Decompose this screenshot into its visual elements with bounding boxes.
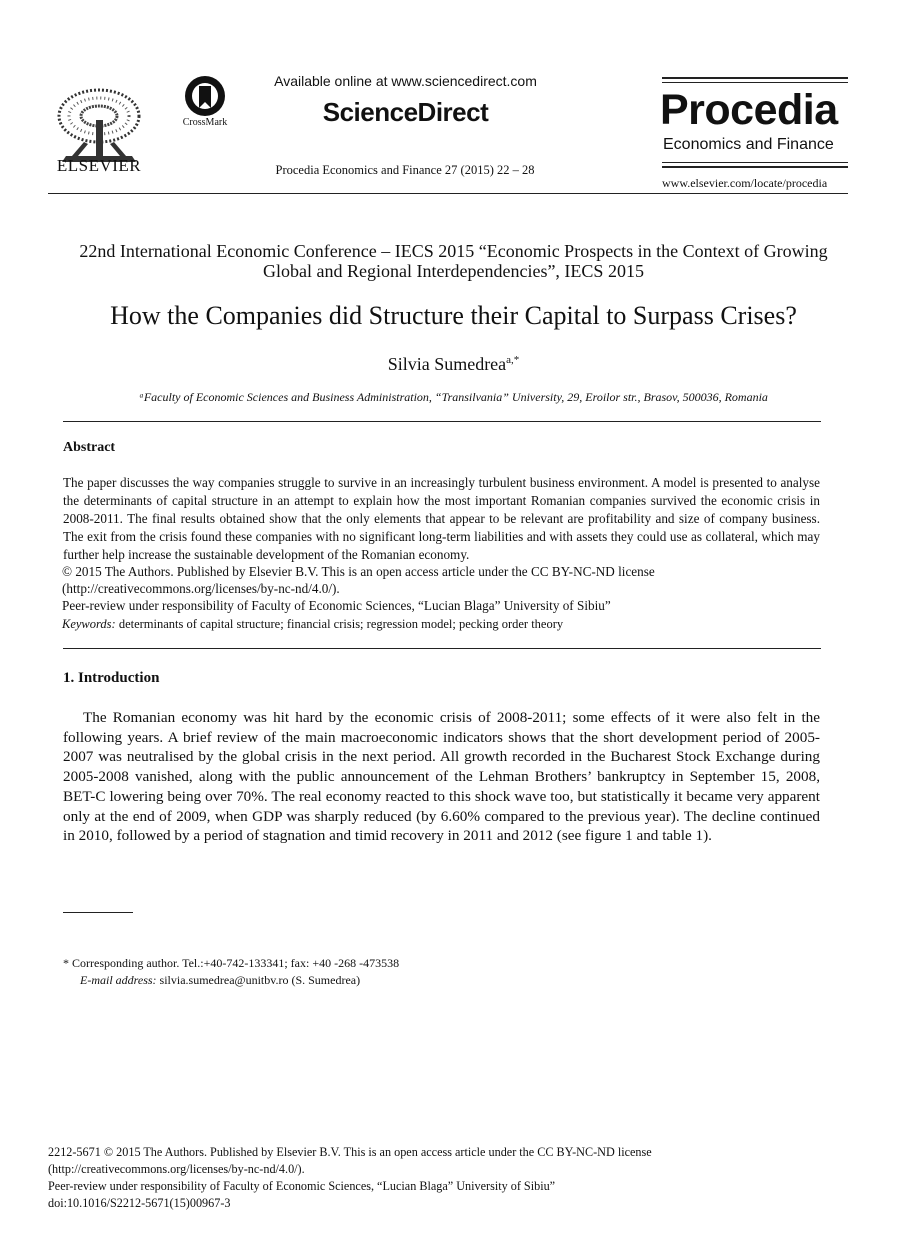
corresponding-author-note: * Corresponding author. Tel.:+40-742-133341; fax: +40 -268 -473538 — [63, 956, 400, 970]
procedia-top-rule-thin — [662, 82, 848, 83]
available-online-text[interactable]: Available online at www.sciencedirect.com — [274, 73, 537, 89]
email-line — [80, 973, 360, 988]
keywords-text: determinants of capital structure; financial crisis; regression model; pecking order theory — [115, 617, 564, 631]
license-line: © 2015 The Authors. Published by Elsevier B.V. This is an open access article under the CC BY-NC-ND license — [62, 564, 655, 579]
section-heading-introduction: 1. Introduction — [63, 670, 160, 686]
procedia-subtitle: Economics and Finance — [663, 136, 834, 153]
author-superscript: a,* — [506, 354, 520, 366]
procedia-top-rule — [662, 77, 848, 79]
procedia-mid-rule-thick — [662, 166, 848, 168]
crossmark-label: CrossMark — [182, 117, 228, 128]
abstract-text: The paper discusses the way companies struggle to survive in an increasingly turbulent business environment. A model is presented to analyse the determinants of capital structure in an attempt to explain how the most important Romanian companies survived the economic crisis in 2008-2011. The final results obtained show that the only elements that appear to be relevant are profitability and size of company business. The exit from the crisis found these companies with no significant long-term liabilities and with assets they could use as collateral, which may further help increase the sustainable development of the Romanian economy. — [63, 475, 820, 562]
footer-issn-license: 2212-5671 © 2015 The Authors. Published by Elsevier B.V. This is an open access article under the CC BY-NC-ND license — [48, 1145, 652, 1159]
elsevier-wordmark: ELSEVIER — [56, 156, 142, 175]
introduction-paragraph: The Romanian economy was hit hard by the economic crisis of 2008-2011; some effects of it were also felt in the following years. A brief review of the main macroeconomic indicators shows that the short development period of 2005-2007 was neutralised by the global crisis in the next period. All growth recorded in the Bucharest Stock Exchange during 2005-2008 vanished, along with the public announcement of the Lehman Brothers’ bankruptcy in September 15, 2008, BET-C lowering being over 70%. The real economy reacted to this shock wave too, but statistically it became very apparent only at the end of 2009, when GDP was sharply reduced (by 6.60% compared to the previous year). The decline continued in 2010, followed by a period of stagnation and timid recovery in 2011 and 2012 (see figure 1 and table 1). — [63, 709, 820, 845]
conference-name: 22nd International Economic Conference – IECS 2015 “Economic Prospects in the Context of Growing Global and Regional Interdependencies”, IECS 2015 — [79, 241, 828, 281]
procedia-logo: Procedia — [660, 86, 838, 134]
header-rule — [48, 193, 848, 194]
abstract-heading: Abstract — [63, 440, 116, 455]
footer-license-link[interactable]: (http://creativecommons.org/licenses/by-nc-nd/4.0/). — [48, 1162, 305, 1176]
abstract-top-rule — [63, 421, 821, 422]
peer-review-line: Peer-review under responsibility of Faculty of Economic Sciences, “Lucian Blaga” University of Sibiu” — [62, 598, 611, 613]
affiliation: ᵃFaculty of Economic Sciences and Business Administration, “Transilvania” University, 29, Eroilor str., Brasov, 500036, Romania — [139, 390, 768, 404]
procedia-url[interactable]: www.elsevier.com/locate/procedia — [662, 176, 828, 190]
sciencedirect-logo: ScienceDirect — [322, 97, 489, 127]
procedia-mid-rule — [662, 162, 848, 163]
footer-peer-review: Peer-review under responsibility of Faculty of Economic Sciences, “Lucian Blaga” University of Sibiu” — [48, 1179, 556, 1193]
keywords-line — [62, 617, 563, 632]
author-line — [300, 354, 607, 375]
journal-reference: Procedia Economics and Finance 27 (2015) 22 – 28 — [275, 163, 535, 177]
footer-doi[interactable]: doi:10.1016/S2212-5671(15)00967-3 — [48, 1196, 231, 1210]
author-name: Silvia Sumedrea — [387, 354, 507, 374]
keywords-label: Keywords: — [62, 617, 116, 631]
email-address[interactable]: silvia.sumedrea@unitbv.ro (S. Sumedrea) — [156, 973, 361, 987]
article-title: How the Companies did Structure their Capital to Surpass Crises? — [110, 301, 797, 330]
abstract-bottom-rule — [63, 648, 821, 649]
license-link[interactable]: (http://creativecommons.org/licenses/by-nc-nd/4.0/). — [62, 581, 340, 596]
footnote-rule — [63, 912, 133, 913]
email-label: E-mail address: — [80, 973, 157, 987]
